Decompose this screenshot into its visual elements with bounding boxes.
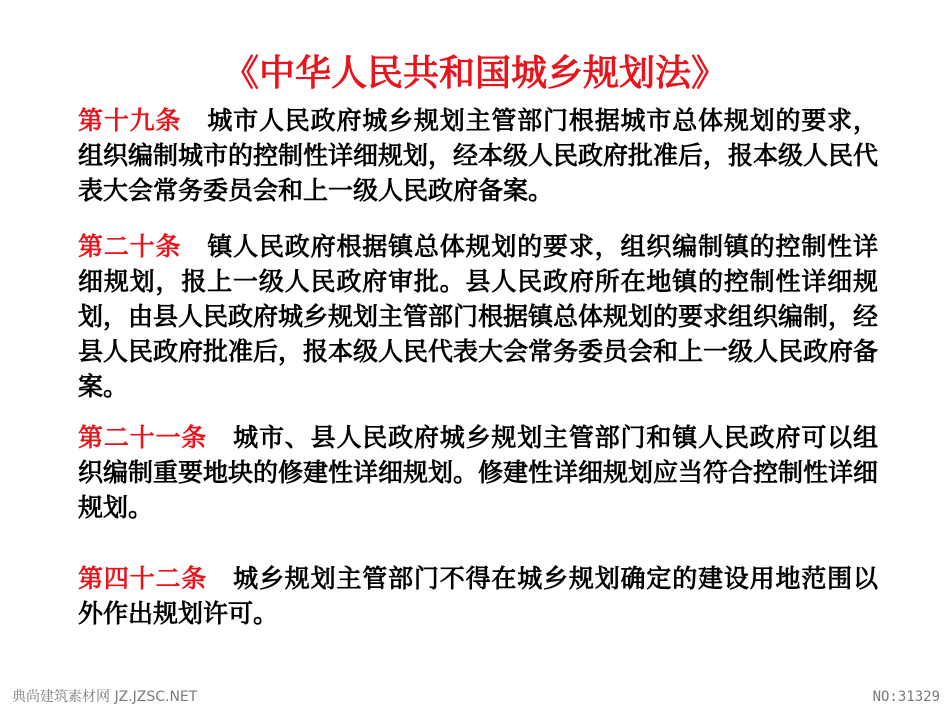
article-21-text: 城市、县人民政府城乡规划主管部门和镇人民政府可以组织编制重要地块的修建性详细规划。修建性详细规划应当符合控制性详细规划。 (78, 423, 879, 522)
article-20 (78, 229, 878, 404)
footer-watermark: 典尚建筑素材网 JZ.JZSC.NET (12, 689, 198, 705)
article-42-label: 第四十二条 (78, 564, 208, 593)
article-21 (78, 420, 878, 525)
footer-number: NO:31329 (872, 689, 940, 705)
article-19-label: 第十九条 (78, 106, 182, 135)
article-42 (78, 561, 878, 631)
page-title: 《中华人民共和国城乡规划法》 (222, 53, 727, 94)
article-19 (78, 103, 878, 208)
article-21-label: 第二十一条 (78, 423, 208, 452)
article-42-text: 城乡规划主管部门不得在城乡规划确定的建设用地范围以外作出规划许可。 (78, 564, 878, 628)
article-20-label: 第二十条 (78, 232, 182, 261)
article-20-text: 镇人民政府根据镇总体规划的要求，组织编制镇的控制性详细规划，报上一级人民政府审批。县人民政府所在地镇的控制性详细规划，由县人民政府城乡规划主管部门根据镇总体规划的要求组织编制，经县人民政府批准后，报本级人民代表大会常务委员会和上一级人民政府备案。 (78, 232, 879, 401)
article-19-text: 城市人民政府城乡规划主管部门根据城市总体规划的要求，组织编制城市的控制性详细规划，经本级人民政府批准后，报本级人民代表大会常务委员会和上一级人民政府备案。 (78, 106, 879, 205)
